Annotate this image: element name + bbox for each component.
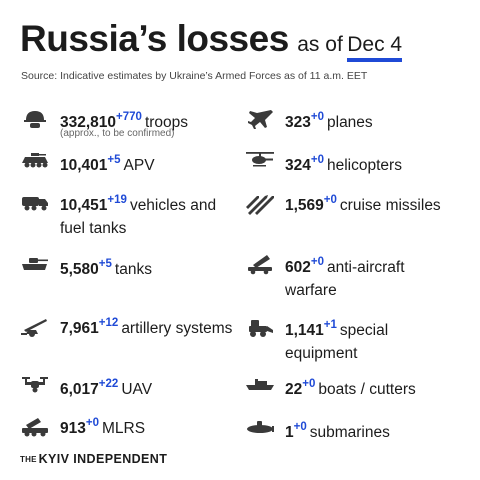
stat-number: 323 <box>285 114 311 131</box>
stat-label: troops <box>144 114 189 131</box>
title-as-of: as of <box>297 33 343 56</box>
stat-label: vehicles and fuel tanks <box>60 197 217 237</box>
stat-delta: +0 <box>302 378 316 390</box>
stat-text <box>285 416 460 444</box>
anti-aircraft-icon <box>245 253 275 275</box>
stat-label: UAV <box>121 381 153 398</box>
stat-label: planes <box>327 114 373 131</box>
stat-text <box>285 149 460 177</box>
stat-delta: +5 <box>98 258 112 270</box>
stat-text <box>285 251 460 302</box>
stat-delta: +0 <box>310 256 324 268</box>
stat-delta: +22 <box>98 378 119 390</box>
date-underline <box>347 58 402 62</box>
stat-delta: +0 <box>310 154 324 166</box>
stat-delta: +0 <box>310 111 324 123</box>
stat-text <box>60 373 235 401</box>
stat-text <box>285 373 460 401</box>
stat-number: 5,580 <box>60 261 99 278</box>
stat-label: boats / cutters <box>318 381 416 398</box>
stat-number: 6,017 <box>60 381 99 398</box>
tank-icon <box>20 253 50 275</box>
stat-delta: +5 <box>107 154 121 166</box>
stat-label: helicopters <box>327 157 402 174</box>
submarine-icon <box>245 416 275 438</box>
stat-number: 602 <box>285 259 311 276</box>
missile-icon <box>245 193 275 215</box>
stat-delta: +0 <box>293 421 307 433</box>
title-date-text: Dec 4 <box>347 33 403 56</box>
stat-label: MLRS <box>102 420 146 437</box>
stat-number: 332,810 <box>60 114 117 131</box>
stat-label: artillery systems <box>121 320 233 337</box>
stat-label: anti-aircraft warfare <box>285 259 405 299</box>
boat-icon <box>245 373 275 395</box>
stat-number: 22 <box>285 381 303 398</box>
truck-icon <box>20 191 50 213</box>
stat-delta: +1 <box>323 319 337 331</box>
stat-text <box>60 149 235 177</box>
stat-delta: +770 <box>116 111 142 123</box>
page-title: Russia’s losses <box>20 18 289 59</box>
helicopter-icon <box>245 149 275 171</box>
stat-number: 1 <box>285 424 294 441</box>
stat-label: APV <box>123 157 155 174</box>
stat-number: 1,141 <box>285 322 324 339</box>
stat-delta: +12 <box>98 317 119 329</box>
stat-text <box>285 189 460 217</box>
title-date <box>347 33 402 56</box>
stat-number: 1,569 <box>285 197 324 214</box>
brand-prefix: THE <box>20 455 37 464</box>
stat-text <box>60 253 235 281</box>
drone-icon <box>20 373 50 395</box>
special-equipment-icon <box>245 316 275 338</box>
soldier-helmet-icon <box>20 108 50 130</box>
stat-number: 324 <box>285 157 311 174</box>
stat-number: 10,451 <box>60 197 108 214</box>
stat-note: (approx., to be confirmed) <box>60 128 175 139</box>
stat-number: 913 <box>60 420 86 437</box>
stat-label: submarines <box>309 424 390 441</box>
stat-text <box>60 412 235 440</box>
mlrs-icon <box>20 416 50 438</box>
artillery-icon <box>20 316 50 338</box>
brand-logo <box>20 452 167 466</box>
stat-delta: +0 <box>85 417 99 429</box>
header <box>20 18 402 60</box>
stat-delta: +0 <box>323 194 337 206</box>
brand-name: KYIV INDEPENDENT <box>38 452 168 466</box>
stat-text <box>60 189 235 240</box>
stat-label: cruise missiles <box>339 197 441 214</box>
source-note: Source: Indicative estimates by Ukraine’s Armed Forces as of 11 a.m. EET <box>21 70 368 82</box>
plane-icon <box>245 108 275 130</box>
stat-text <box>285 314 460 365</box>
stat-label: special equipment <box>285 322 389 362</box>
apv-icon <box>20 149 50 171</box>
stat-delta: +19 <box>107 194 127 206</box>
stat-label: tanks <box>114 261 152 278</box>
stat-number: 10,401 <box>60 157 108 174</box>
stat-text <box>60 312 235 340</box>
stat-number: 7,961 <box>60 320 99 337</box>
stat-text <box>285 106 460 134</box>
